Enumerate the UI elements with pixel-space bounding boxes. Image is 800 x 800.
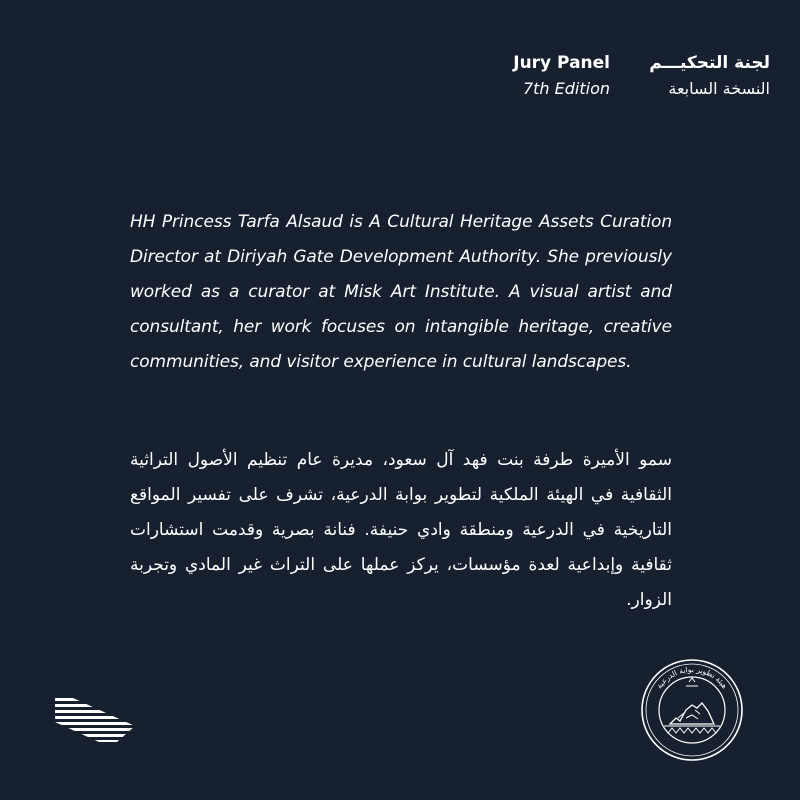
authority-seal-icon: [640, 658, 744, 762]
striped-logo-icon: [55, 692, 135, 742]
seal-text: هيئة تطوير بوابة الدرعية: [654, 664, 730, 691]
edition-label-arabic: النسخة السابعة: [668, 79, 770, 98]
bio-english: HH Princess Tarfa Alsaud is A Cultural Heritage Assets Curation Director at Diriyah Gate Development Authority. She previously worked as a curator at Misk Art Institute. A visual artist and consultant, her work focuses on intangible heritage, creative communities, and visitor experience in cultural landscapes.: [130, 212, 672, 372]
jury-panel-title-arabic: لجنة التحكيـــم: [649, 53, 770, 73]
jury-panel-title: Jury Panel: [513, 53, 610, 73]
header-arabic: [615, 50, 770, 102]
edition-label: 7th Edition: [522, 79, 610, 98]
header-english: [470, 50, 610, 102]
bio-arabic: سمو الأميرة طرفة بنت فهد آل سعود، مديرة عام تنظيم الأصول التراثية الثقافية في الهيئة الملكية لتطوير بوابة الدرعية، تشرف على تفسير المواقع التاريخية في الدرعية ومنطقة وادي حنيفة. فنانة بصرية وقدمت استشارات ثقافية وإبداعية لعدة مؤسسات، يركز عملها على التراث غير المادي وتجربة الزوار.: [130, 450, 672, 610]
